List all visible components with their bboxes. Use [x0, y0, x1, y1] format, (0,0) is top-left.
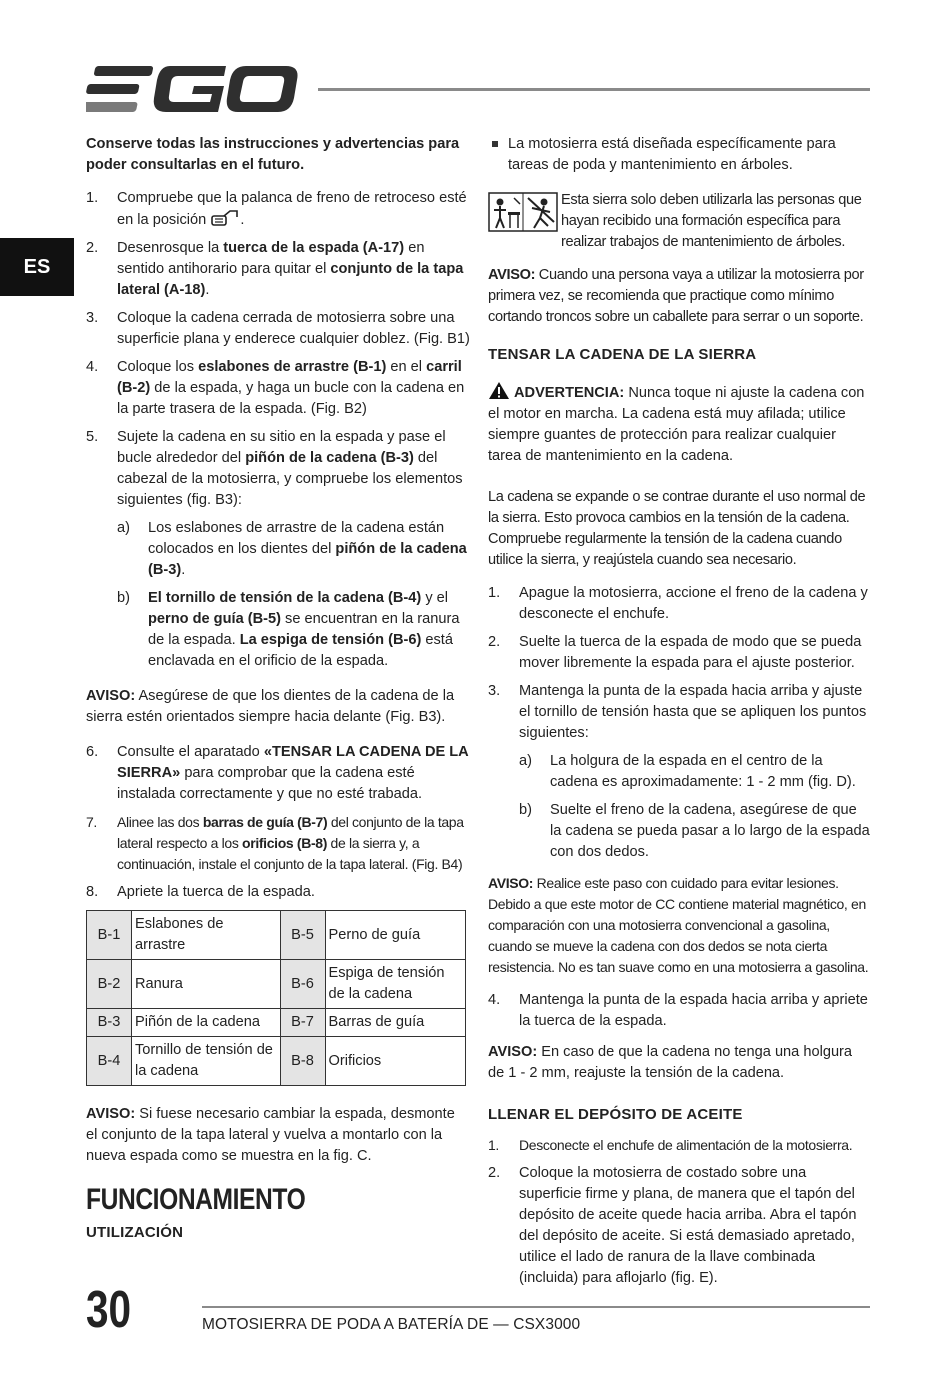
- table-row: B-3 Piñón de la cadena B-7 Barras de guía: [87, 1009, 466, 1037]
- training-notice: Esta sierra solo deben utilizarla las personas que hayan recibido una formación específica para realizar trabajos de mantenimiento de árboles.: [488, 190, 872, 253]
- section-title: FUNCIONAMIENTO: [86, 1183, 306, 1216]
- warning-icon: [488, 381, 510, 400]
- parts-table: [86, 910, 466, 1086]
- tension-step-3a: a) La holgura de la espada en el centro de la cadena es aproximadamente: 1 - 2 mm (fig. D).: [519, 753, 856, 790]
- footer-rule: [202, 1306, 870, 1308]
- step-2: 2. Desenrosque la tuerca de la espada (A-17) en sentido antihorario para quitar el conjunto de la tapa lateral (A-18).: [86, 240, 464, 298]
- notice-teeth: AVISO: Asegúrese de que los dientes de la cadena de la sierra estén orientados siempre hacia delante (Fig. B3).: [86, 688, 455, 725]
- bullet-square-icon: [492, 141, 498, 147]
- tension-step-3: 3. Mantenga la punta de la espada hacia arriba y ajuste el tornillo de tensión hasta que se apliquen los puntos siguientes:: [488, 683, 867, 741]
- expand-text: La cadena se expande o se contrae durante el uso normal de la sierra. Esto provoca cambios en la tensión de la cadena. Compruebe regularmente la tensión de la cadena cuando utilice la sierra, y reajústela cuando sea necesario.: [488, 489, 866, 568]
- step-5a: a) Los eslabones de arrastre de la cadena están colocados en los dientes del piñón de la cadena (B-3).: [117, 520, 467, 578]
- step-7: 7. Alinee las dos barras de guía (B-7) del conjunto de la tapa lateral respecto a los orificios (B-8) de la sierra y, a continuación, instale el conjunto de la tapa lateral. (Fig. B4): [86, 814, 464, 872]
- table-row: B-1 Eslabones de arrastre B-5 Perno de guía: [87, 911, 466, 960]
- subsection-title: UTILIZACIÓN: [86, 1224, 184, 1241]
- trained-operator-icon: [488, 192, 558, 232]
- notice-magnetic: AVISO: Realice este paso con cuidado para evitar lesiones. Debido a que este motor de CC contiene material magnético, en comparación con una motosierra convencional a gasolina, cuando se mueve la cadena con dos dedos se nota cierta resistencia. No es tan suave como en una motosierra a gasolina.: [488, 875, 869, 975]
- notice-bar-change: AVISO: Si fuese necesario cambiar la espada, desmonte el conjunto de la tapa lateral y vuelva a montarlo con la nueva espada como se muestra en la fig. C.: [86, 1106, 455, 1164]
- step-6: 6. Consulte el aparatado «TENSAR LA CADENA DE LA SIERRA» para comprobar que la cadena esté instalada correctamente y que no esté trabada.: [86, 744, 469, 802]
- header-rule: [318, 88, 870, 91]
- ego-logo: [86, 64, 298, 114]
- step-5: 5. Sujete la cadena en su sitio en la espada y pase el bucle alrededor del piñón de la cadena (B-3) del cabezal de la motosierra, y compruebe los elementos siguientes (fig. B3):: [86, 429, 463, 508]
- tension-step-3b: b) Suelte el freno de la cadena, asegúrese de que la cadena se pueda pasar a lo largo de la espada con dos dedos.: [519, 802, 870, 860]
- step-8: 8. Apriete la tuerca de la espada.: [86, 884, 315, 900]
- footer-title: MOTOSIERRA DE PODA A BATERÍA DE — CSX3000: [202, 1316, 581, 1333]
- notice-slack: AVISO: En caso de que la cadena no tenga una holgura de 1 - 2 mm, reajuste la tensión de la cadena.: [488, 1044, 853, 1081]
- left-column: [86, 134, 470, 1253]
- oil-step-1: 1. Desconecte el enchufe de alimentación de la motosierra.: [488, 1137, 853, 1153]
- right-column: [488, 134, 872, 1296]
- step-4: 4. Coloque los eslabones de arrastre (B-1) en el carril (B-2) de la espada, y haga un bucle con la cadena en la parte trasera de la espada. (Fig. B2): [86, 359, 465, 417]
- tension-step-2: 2. Suelte la tuerca de la espada de modo que se pueda mover libremente la espada para el ajuste posterior.: [488, 634, 862, 671]
- step-3: 3. Coloque la cadena cerrada de motosierra sobre una superficie plana y enderece cualquier doblez. (Fig. B1): [86, 310, 470, 347]
- oil-step-2: 2. Coloque la motosierra de costado sobre una superficie firme y plana, de manera que el tapón del depósito de aceite quede hacia arriba. Abra el tapón del depósito de aceite. Si está demasiado apretado, utilice el lado de ranura de la llave combinada (incluida) para aflojarlo (fig. E).: [488, 1165, 857, 1286]
- tension-step-4: 4. Mantenga la punta de la espada hacia arriba y apriete la tuerca de la espada.: [488, 992, 868, 1029]
- table-row: B-4 Tornillo de tensión de la cadena B-8 Orificios: [87, 1037, 466, 1086]
- language-tab: ES: [0, 238, 74, 296]
- intro-text: Conserve todas las instrucciones y advertencias para poder consultarlas en el futuro.: [86, 136, 460, 173]
- page-number: 30: [86, 1281, 132, 1339]
- notice-first-use: AVISO: Cuando una persona vaya a utilizar la motosierra por primera vez, se recomienda que practique como mínimo cortando troncos sobre un caballete para serrar o un soporte.: [488, 267, 864, 325]
- heading-tension: TENSAR LA CADENA DE LA SIERRA: [488, 346, 757, 363]
- bullet-item: La motosierra está diseñada específicamente para tareas de poda y mantenimiento en árboles.: [488, 134, 872, 176]
- brake-position-icon: [210, 209, 240, 227]
- tension-step-1: 1. Apague la motosierra, accione el freno de la cadena y desconecte el enchufe.: [488, 585, 868, 622]
- table-row: B-2 Ranura B-6 Espiga de tensión de la cadena: [87, 960, 466, 1009]
- step-1: 1. Compruebe que la palanca de freno de retroceso esté en la posición .: [86, 190, 467, 228]
- heading-oil: LLENAR EL DEPÓSITO DE ACEITE: [488, 1106, 743, 1123]
- warning-text: ADVERTENCIA: Nunca toque ni ajuste la cadena con el motor en marcha. La cadena está muy afilada; utilice siempre guantes de protección para realizar cualquier tarea de mantenimiento en la cadena.: [488, 381, 872, 467]
- step-5b: b) El tornillo de tensión de la cadena (B-4) y el perno de guía (B-5) se encuentran en la ranura de la espada. La espiga de tensión (B-6) está enclavada en el orificio de la espada.: [117, 590, 460, 669]
